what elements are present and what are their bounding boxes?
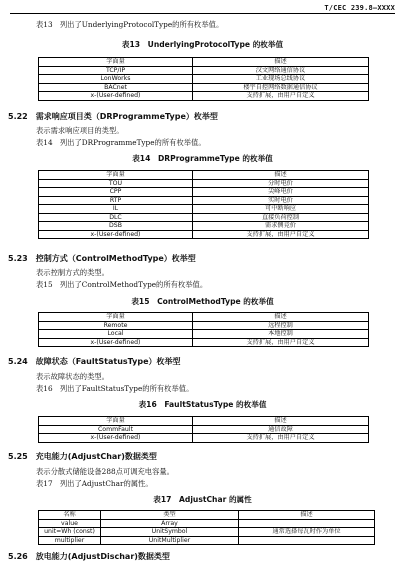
table13-header: 描述	[193, 58, 369, 67]
table-row	[39, 213, 369, 222]
table14-caption: 表14 DRProgrammeType 的枚举值	[132, 154, 273, 163]
section-5-23-desc: 表示控制方式的类型。	[36, 268, 109, 277]
table-cell: 尖峰电价	[193, 188, 369, 197]
table-cell: TOU	[39, 179, 193, 188]
table-cell	[239, 519, 375, 528]
document-id: T/CEC 239.8—XXXX	[324, 4, 395, 12]
table-cell: 通信故障	[193, 425, 369, 434]
section-5-25-desc: 表示分散式储能设备288点可调充电容量。	[36, 467, 174, 476]
table-cell: 支持扩展，由用户自定义	[193, 92, 369, 101]
table-cell: RTP	[39, 196, 193, 205]
table13-header: 字面量	[39, 58, 193, 67]
table-cell: BACnet	[39, 83, 193, 92]
section-5-25-ref: 表17 列出了AdjustChar的属性。	[36, 479, 153, 488]
table-cell: DSB	[39, 222, 193, 231]
section-5-24-title: 5.24 故障状态（FaultStatusType）枚举型	[8, 357, 181, 366]
table-row	[39, 66, 369, 75]
section-5-22-title: 5.22 需求响应项目类（DRProgrammeType）枚举型	[8, 112, 218, 121]
table-cell: IL	[39, 205, 193, 214]
table-cell: x-(User-defined)	[39, 230, 193, 239]
table-row	[39, 434, 369, 443]
table-cell: CommFault	[39, 425, 193, 434]
table14-header: 字面量	[39, 171, 193, 180]
table-cell: 本地控制	[193, 330, 369, 339]
table-cell: x-(User-defined)	[39, 434, 193, 443]
table17-header: 名称	[39, 511, 101, 520]
table-row	[39, 330, 369, 339]
table-row	[39, 75, 369, 84]
table14	[38, 170, 369, 239]
table15-caption: 表15 ControlMethodType 的枚举值	[131, 297, 274, 306]
table-row	[39, 338, 369, 347]
section-5-26-title: 5.26 放电能力(AdjustDischar)数据类型	[8, 552, 170, 561]
table17	[38, 510, 375, 545]
table-cell: multiplier	[39, 536, 101, 545]
section-5-22-desc: 表示需求响应项目的类型。	[36, 126, 124, 135]
table17-header: 描述	[239, 511, 375, 520]
table-cell: 支持扩展，由用户自定义	[193, 230, 369, 239]
table-cell: 通常选择每瓦时作为单位	[239, 528, 375, 537]
table-row	[39, 222, 369, 231]
table-cell: 分时电价	[193, 179, 369, 188]
table-row	[39, 536, 375, 545]
table-cell: value	[39, 519, 101, 528]
table-cell: 工业现场总线协议	[193, 75, 369, 84]
table-cell: x-(User-defined)	[39, 338, 193, 347]
table-cell: LonWorks	[39, 75, 193, 84]
table-row	[39, 425, 369, 434]
table-cell	[239, 536, 375, 545]
table-cell: 实时电价	[193, 196, 369, 205]
table-cell: CPP	[39, 188, 193, 197]
table16-header: 描述	[193, 417, 369, 426]
table16-caption: 表16 FaultStatusType 的枚举值	[138, 400, 267, 409]
table-row	[39, 519, 375, 528]
table-row	[39, 188, 369, 197]
table-cell: unit=Wh (const)	[39, 528, 101, 537]
table-cell: UnitMultiplier	[101, 536, 239, 545]
table16-header: 字面量	[39, 417, 193, 426]
table17-header: 类型	[101, 511, 239, 520]
table17-caption: 表17 AdjustChar 的属性	[153, 495, 252, 504]
section-5-22-ref: 表14 列出了DRProgrammeType的所有枚举值。	[36, 138, 206, 147]
table-row	[39, 83, 369, 92]
table-cell: TCP/IP	[39, 66, 193, 75]
table-row	[39, 92, 369, 101]
table16	[38, 416, 369, 443]
table-cell: 楼宇自控网络数据通信协议	[193, 83, 369, 92]
table-cell: 支持扩展，由用户自定义	[193, 434, 369, 443]
table-cell: 远程控制	[193, 321, 369, 330]
table-cell: Remote	[39, 321, 193, 330]
table13-caption: 表13 UnderlyingProtocolType 的枚举值	[121, 40, 284, 49]
section-5-24-desc: 表示故障状态的类型。	[36, 372, 109, 381]
section-5-24-ref: 表16 列出了FaultStatusType的所有枚举值。	[36, 384, 194, 393]
table-cell: Array	[101, 519, 239, 528]
table-row	[39, 230, 369, 239]
section-5-25-title: 5.25 充电能力(AdjustChar)数据类型	[8, 452, 157, 461]
table-cell: Local	[39, 330, 193, 339]
table-cell: x-(User-defined)	[39, 92, 193, 101]
table-row	[39, 205, 369, 214]
table15	[38, 312, 369, 347]
table14-header: 描述	[193, 171, 369, 180]
table-row	[39, 321, 369, 330]
section-5-23-ref: 表15 列出了ControlMethodType的所有枚举值。	[36, 280, 208, 289]
table-row	[39, 179, 369, 188]
header-rule	[10, 13, 395, 14]
table15-header: 描述	[193, 313, 369, 322]
intro-t13: 表13 列出了UnderlyingProtocolType的所有枚举值。	[36, 20, 224, 29]
table-cell: 直接负荷控制	[193, 213, 369, 222]
table-cell: DLC	[39, 213, 193, 222]
table13	[38, 57, 369, 101]
table-cell: 汉文网络通信协议	[193, 66, 369, 75]
table-cell: 支持扩展，由用户自定义	[193, 338, 369, 347]
table-cell: UnitSymbol	[101, 528, 239, 537]
table-row	[39, 528, 375, 537]
table-cell: 需求侧竞价	[193, 222, 369, 231]
table15-header: 字面量	[39, 313, 193, 322]
table-row	[39, 196, 369, 205]
table-cell: 可中断响应	[193, 205, 369, 214]
section-5-23-title: 5.23 控制方式（ControlMethodType）枚举型	[8, 254, 196, 263]
